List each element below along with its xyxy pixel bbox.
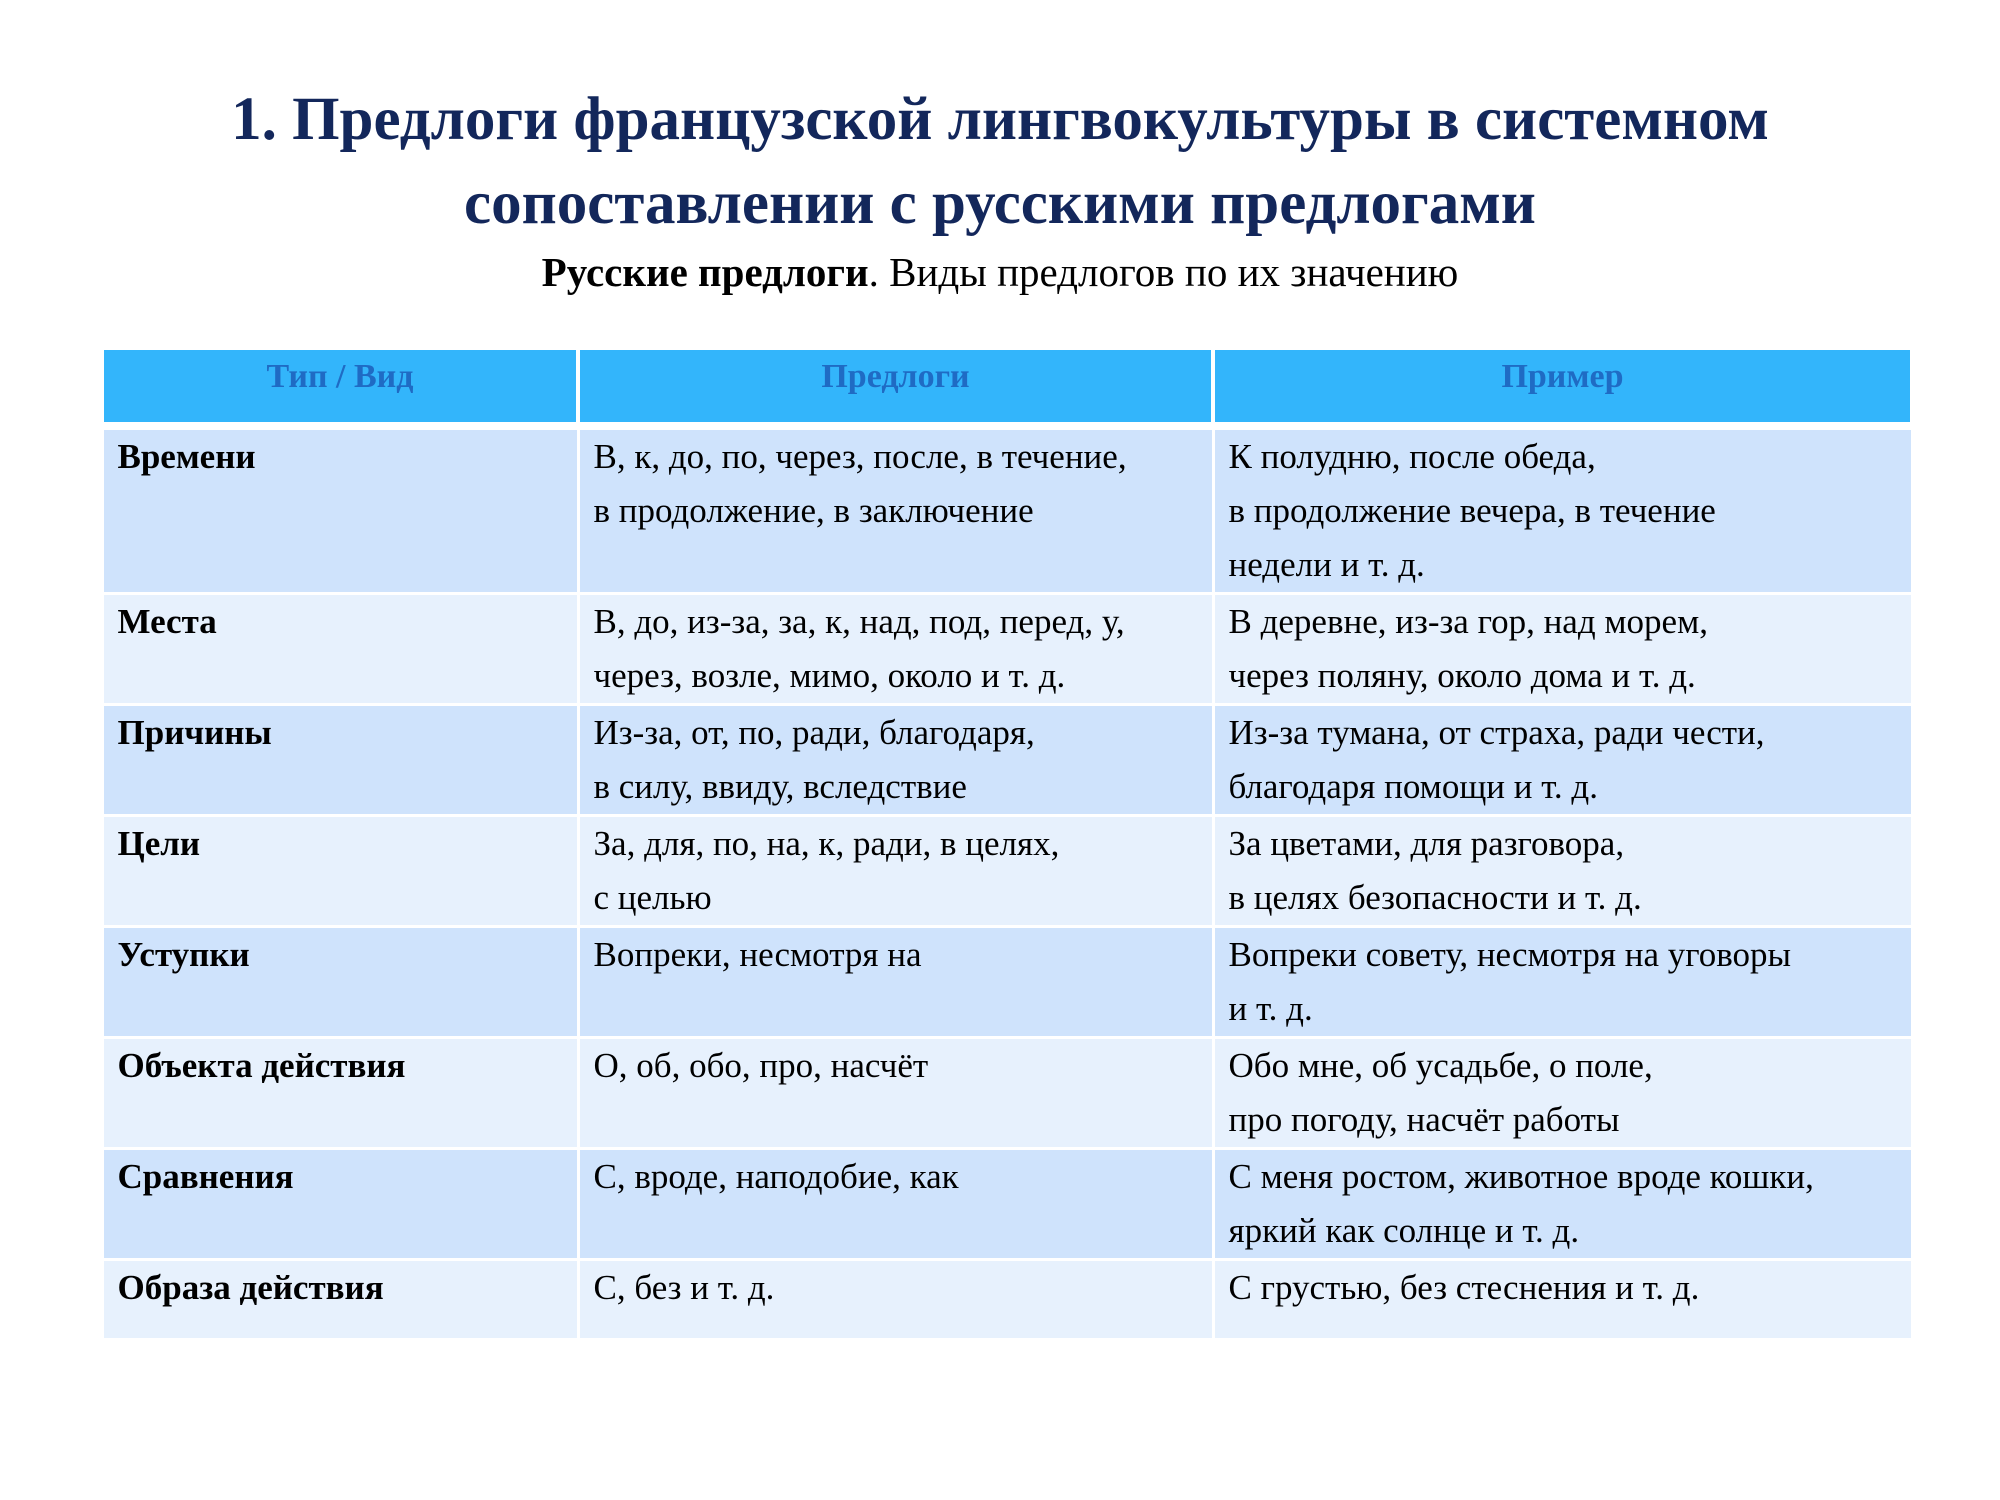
cell-example (1213, 816, 1912, 927)
cell-type: Образа действия (102, 1260, 578, 1340)
cell-line: Обо мне, об усадьбе, о поле, (1228, 1046, 1653, 1085)
cell-type: Места (102, 594, 578, 705)
cell-prepositions (578, 1038, 1213, 1149)
cell-line: С, без и т. д. (593, 1268, 775, 1307)
cell-line: в целях безопасности и т. д. (1228, 878, 1642, 917)
slide-title (100, 78, 1900, 246)
cell-type: Объекта действия (102, 1038, 578, 1149)
cell-type: Сравнения (102, 1149, 578, 1260)
cell-line: с целью (593, 878, 712, 917)
cell-line: про погоду, насчёт работы (1228, 1100, 1620, 1139)
slide-subtitle (100, 244, 1900, 300)
cell-line: Из-за, от, по, ради, благодаря, (593, 713, 1035, 752)
cell-example (1213, 1149, 1912, 1260)
cell-example (1213, 705, 1912, 816)
cell-prepositions (578, 816, 1213, 927)
header-example: Пример (1213, 350, 1912, 426)
cell-prepositions (578, 1149, 1213, 1260)
prepositions-table (100, 350, 1914, 1341)
cell-line: В деревне, из-за гор, над морем, (1228, 602, 1708, 641)
cell-type: Уступки (102, 927, 578, 1038)
cell-example (1213, 1038, 1912, 1149)
cell-line: За цветами, для разговора, (1228, 824, 1625, 863)
cell-line: Вопреки, несмотря на (593, 935, 922, 974)
subtitle-rest: . Виды предлогов по их значению (868, 249, 1459, 295)
cell-line: К полудню, после обеда, (1228, 437, 1596, 476)
cell-line: С, вроде, наподобие, как (593, 1157, 959, 1196)
cell-line: С меня ростом, животное вроде кошки, (1228, 1157, 1814, 1196)
cell-line: В, до, из-за, за, к, над, под, перед, у, (593, 602, 1125, 641)
header-type: Тип / Вид (102, 350, 578, 426)
title-line-1: 1. Предлоги французской лингвокультуры в системном (231, 86, 1769, 153)
title-line-2: сопоставлении с русскими предлогами (464, 170, 1536, 237)
cell-prepositions (578, 426, 1213, 594)
table-header-row (102, 350, 1912, 426)
table-row (102, 426, 1912, 594)
cell-line: Из-за тумана, от страха, ради чести, (1228, 713, 1765, 752)
cell-example (1213, 426, 1912, 594)
table-row (102, 705, 1912, 816)
cell-example (1213, 1260, 1912, 1340)
cell-line: в продолжение, в заключение (593, 491, 1034, 530)
cell-prepositions (578, 1260, 1213, 1340)
cell-line: За, для, по, на, к, ради, в целях, (593, 824, 1060, 863)
cell-type: Цели (102, 816, 578, 927)
cell-line: в силу, ввиду, вследствие (593, 767, 967, 806)
cell-example (1213, 594, 1912, 705)
cell-prepositions (578, 927, 1213, 1038)
cell-example (1213, 927, 1912, 1038)
cell-prepositions (578, 594, 1213, 705)
cell-line: благодаря помощи и т. д. (1228, 767, 1598, 806)
cell-line: С грустью, без стеснения и т. д. (1228, 1268, 1700, 1307)
table-row (102, 1149, 1912, 1260)
table-row (102, 1038, 1912, 1149)
cell-line: недели и т. д. (1228, 545, 1425, 584)
cell-prepositions (578, 705, 1213, 816)
cell-line: яркий как солнце и т. д. (1228, 1211, 1580, 1250)
cell-line: Вопреки совету, несмотря на уговоры (1228, 935, 1792, 974)
table-row (102, 1260, 1912, 1340)
cell-line: через, возле, мимо, около и т. д. (593, 656, 1066, 695)
table-row (102, 816, 1912, 927)
subtitle-bold: Русские предлоги (541, 249, 869, 295)
table-row (102, 927, 1912, 1038)
cell-line: через поляну, около дома и т. д. (1228, 656, 1696, 695)
cell-line: В, к, до, по, через, после, в течение, (593, 437, 1127, 476)
cell-type: Причины (102, 705, 578, 816)
table-row (102, 594, 1912, 705)
cell-type: Времени (102, 426, 578, 594)
header-prepositions: Предлоги (578, 350, 1213, 426)
cell-line: в продолжение вечера, в течение (1228, 491, 1716, 530)
cell-line: О, об, обо, про, насчёт (593, 1046, 929, 1085)
cell-line: и т. д. (1228, 989, 1313, 1028)
